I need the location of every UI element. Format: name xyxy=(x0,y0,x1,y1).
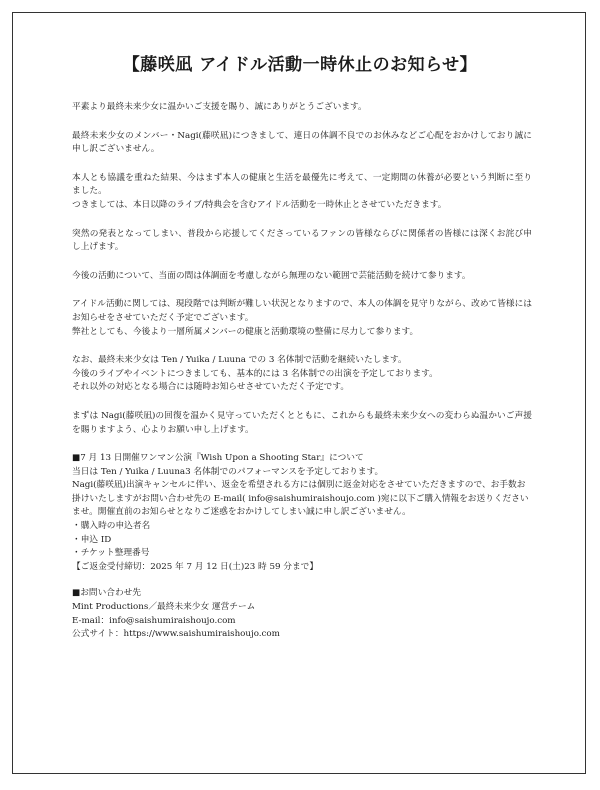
decision-line-2: つきましては、本日以降のライブ/特典会を含むアイドル活動を一時休止とさせていただきます。 xyxy=(72,199,447,210)
greeting-paragraph: 平素より最終未来少女に温かいご支援を賜り、誠にありがとうございます。 xyxy=(72,102,367,112)
event-notice-line-2: Nagi(藤咲凪)出演キャンセルに伴い、返金を希望される方には個別に返金対応をさせていただきますので、お手数お掛けいたしますがお問い合わせ先の E-mail( info@saishumiraishoujo.com )宛に以下ご購入情報をお送りくださいませ。開催直前のお知らせとなりご迷惑をおかけしてしまい誠に申し訳ございません。 xyxy=(72,480,529,518)
apology-paragraph: 最終未来少女のメンバー・Nagi(藤咲凪)につきまして、連日の体調不良でのお休みなどご心配をおかけしており誠に申し訳ございません。 xyxy=(72,130,532,155)
event-notice-section xyxy=(72,452,532,574)
group-line-3: それ以外の対応となる場合には随時お知らせさせていただく予定です。 xyxy=(72,382,350,393)
future-activity-paragraph: 今後の活動について、当面の間は体調面を考慮しながら無理のない範囲で芸能活動を続けて参ります。 xyxy=(72,270,471,281)
contact-section xyxy=(72,587,532,641)
closing-paragraph: まずは Nagi(藤咲凪)の回復を温かく見守っていただくとともに、これからも最終未来少女への変わらぬ温かいご声援を賜りますよう、心よりお願い申し上げます。 xyxy=(72,410,532,435)
group-continuation-paragraph xyxy=(72,354,532,395)
list-item: ・チケット整理番号 xyxy=(72,548,150,559)
decision-line-1: 本人とも協議を重ねた結果、今はまず本人の健康と生活を最優先に考えて、一定期間の休養が必要という判断に至りました。 xyxy=(72,172,532,197)
document-title: 【藤咲凪 アイドル活動一時休止のお知らせ】 xyxy=(122,55,478,75)
idol-activity-line-2: 弊社としても、今後より一層所属メンバーの健康と活動環境の整備に尽力して参ります。 xyxy=(72,326,419,337)
idol-activity-line-1: アイドル活動に関しては、現段階では判断が難しい状況となりますので、本人の体調を見守りながら、改めて皆様にはお知らせをさせていただく予定でございます。 xyxy=(72,299,532,323)
idol-activity-paragraph xyxy=(72,298,532,339)
event-notice-line-1: 当日は Ten / Yuika / Luuna3 名体制でのパフォーマンスを予定しております。 xyxy=(72,466,384,477)
contact-heading: ■お問い合わせ先 xyxy=(72,588,142,599)
contact-email: E-mail：info@saishumiraishoujo.com xyxy=(72,615,236,626)
purchase-info-list xyxy=(72,520,532,561)
decision-paragraph xyxy=(72,172,532,213)
document-body xyxy=(72,101,532,642)
refund-deadline: 【ご返金受付締切：2025 年 7 月 12 日(土)23 時 59 分まで】 xyxy=(72,561,319,572)
contact-organization: Mint Productions／最終未来少女 運営チーム xyxy=(72,602,256,613)
apology-fans-paragraph: 突然の発表となってしまい、普段から応援してくださっているファンの皆様ならびに関係者の皆様には深くお詫び申し上げます。 xyxy=(72,228,532,253)
event-notice-heading: ■7 月 13 日開催ワンマン公演『Wish Upon a Shooting Star』について xyxy=(72,453,364,464)
list-item: ・申込 ID xyxy=(72,534,112,545)
list-item: ・購入時の申込者名 xyxy=(72,521,151,532)
contact-website: 公式サイト：https://www.saishumiraishoujo.com xyxy=(72,629,280,640)
group-line-1: なお、最終未来少女は Ten / Yuika / Luuna での 3 名体制で活動を継続いたします。 xyxy=(72,355,407,366)
group-line-2: 今後のライブやイベントにつきましても、基本的には 3 名体制での出演を予定しております。 xyxy=(72,368,438,379)
